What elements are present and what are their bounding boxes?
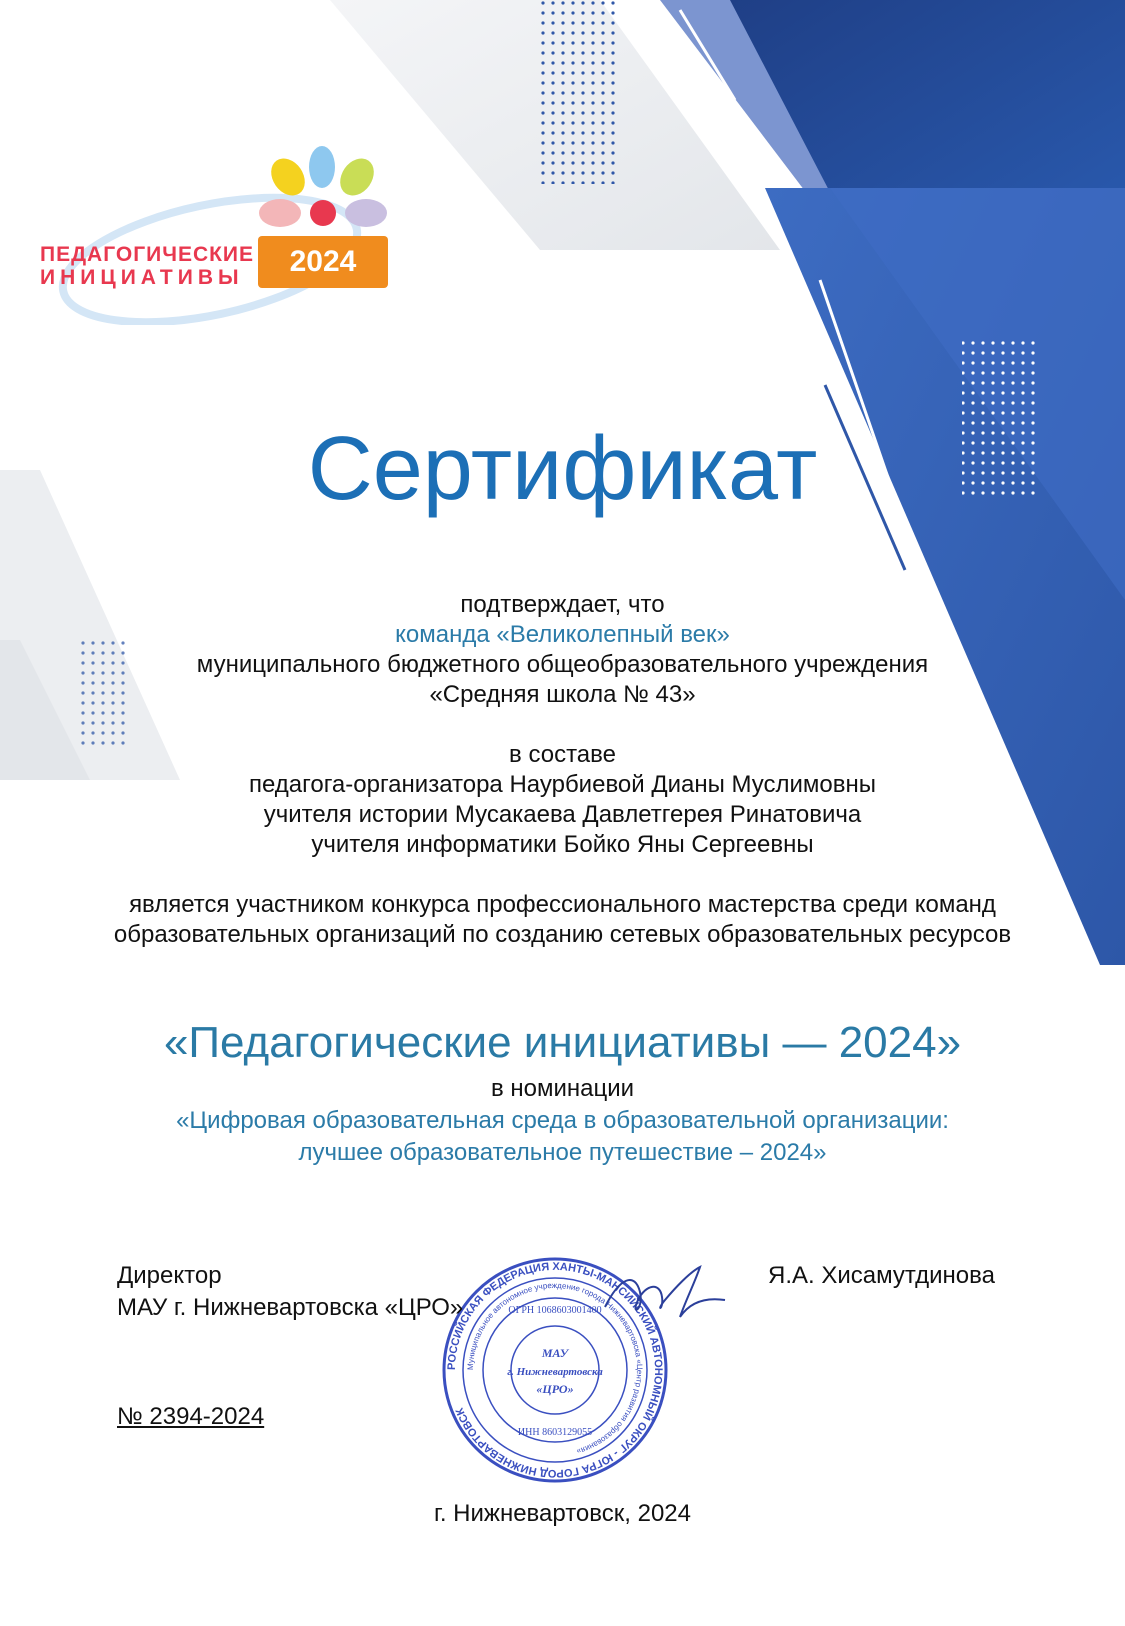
certificate-title: Сертификат	[307, 419, 818, 519]
dot-grid-top	[537, 0, 621, 184]
seal-center-line2: г. Нижневартовска	[507, 1366, 603, 1378]
seal-outer-textpath: РОССИЙСКАЯ ФЕДЕРАЦИЯ ХАНТЫ-МАНСИЙСКИЙ АВТОНОМНЫЙ ОКРУГ - ЮГРА ГОРОД НИЖНЕВАРТОВСК	[445, 1260, 665, 1480]
team-name: команда «Великолепный век»	[395, 621, 730, 648]
nomination-line2: лучшее образовательное путешествие – 2024»	[298, 1139, 827, 1166]
contest-name: «Педагогические инициативы — 2024»	[163, 1018, 962, 1067]
nomination-label: в номинации	[490, 1075, 635, 1102]
institution-line1: муниципального бюджетного общеобразовательного учреждения	[196, 651, 929, 678]
signer-position-line2: МАУ г. Нижневартовска «ЦРО»	[117, 1294, 464, 1321]
signature-stroke	[605, 1267, 725, 1317]
logo-drop-green	[333, 152, 381, 202]
seal-center-line3: «ЦРО»	[536, 1382, 574, 1396]
seal-inn: ИНН 8603129055	[517, 1427, 593, 1438]
logo-text-line1: ПЕДАГОГИЧЕСКИЕ	[40, 243, 255, 266]
place-date: г. Нижневартовск, 2024	[434, 1500, 691, 1527]
composition-label: в составе	[509, 741, 616, 768]
logo-graphic	[30, 145, 400, 325]
seal-inner-textpath: Муниципальное автономное учреждение города Нижневартовска «Центр развития образования»	[465, 1280, 645, 1457]
participant-line1: является участником конкурса профессионального мастерства среди команд	[129, 891, 996, 918]
logo-year-badge: 2024	[258, 236, 388, 288]
logo-center-dot	[310, 200, 336, 226]
signer-name: Я.А. Хисамутдинова	[768, 1262, 995, 1289]
member-3: учителя информатики Бойко Яны Сергеевны	[311, 831, 814, 858]
nomination-line1: «Цифровая образовательная среда в образовательной организации:	[176, 1107, 949, 1134]
member-2: учителя истории Мусакаева Давлетгерея Ринатовича	[263, 801, 862, 828]
participant-line2: образовательных организаций по созданию сетевых образовательных ресурсов	[113, 921, 1012, 948]
handwritten-signature	[600, 1262, 730, 1332]
logo-text-line2: ИНИЦИАТИВЫ	[40, 266, 244, 289]
logo-drop-pink	[259, 199, 301, 227]
member-1: педагога-организатора Наурбиевой Дианы Муслимовны	[248, 771, 877, 798]
certificate-number: № 2394-2024	[117, 1403, 265, 1430]
logo-drop-blue	[309, 146, 335, 188]
logo-drop-purple	[345, 199, 387, 227]
seal-center-line1: МАУ	[541, 1346, 569, 1360]
signer-position-line1: Директор	[117, 1262, 222, 1289]
seal-ogrn: ОГРН 1068603001400	[508, 1305, 602, 1316]
institution-line2: «Средняя школа № 43»	[429, 681, 696, 708]
confirms-text: подтверждает, что	[460, 591, 665, 618]
